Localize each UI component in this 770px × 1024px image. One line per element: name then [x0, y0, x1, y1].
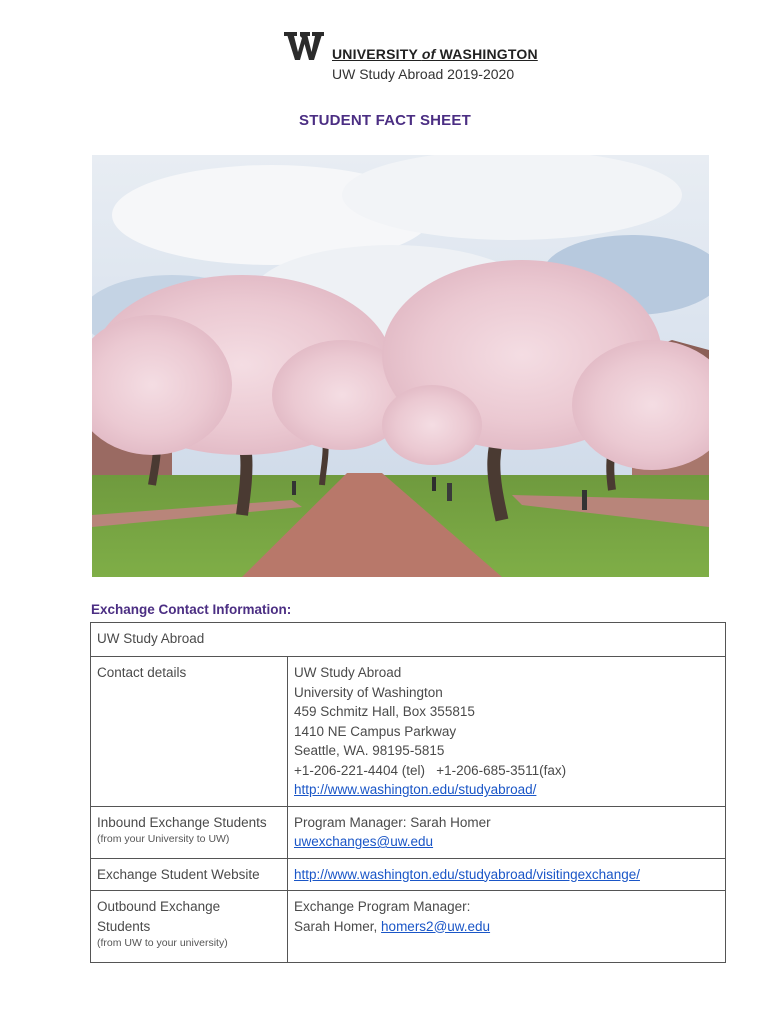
uw-w-logo-icon [284, 30, 324, 62]
outbound-label: Outbound Exchange Students [97, 899, 221, 934]
table-row [91, 858, 726, 891]
outbound-value-cell [288, 891, 726, 963]
inbound-manager: Program Manager: Sarah Homer [294, 814, 491, 830]
address-line: 1410 NE Campus Parkway [294, 723, 457, 739]
website-label: Exchange Student Website [91, 858, 288, 891]
inbound-label: Inbound Exchange Students [97, 814, 267, 830]
contact-details-label: Contact details [91, 657, 288, 807]
table-row [91, 891, 726, 963]
outbound-manager-name: Sarah Homer, [294, 918, 382, 934]
outbound-manager-label: Exchange Program Manager: [294, 899, 471, 914]
table-cell: UW Study Abroad [91, 623, 726, 657]
outbound-note: (from UW to your university) [97, 937, 228, 949]
website-value-cell [288, 858, 726, 891]
header [284, 28, 604, 88]
address-line: 459 Schmitz Hall, Box 355815 [294, 704, 475, 719]
table-row [91, 806, 726, 858]
contact-details-value [288, 657, 726, 807]
university-name: UNIVERSITY of WASHINGTON [332, 46, 538, 62]
outbound-label-cell [91, 891, 288, 963]
section-heading: Exchange Contact Information: [91, 602, 292, 617]
exchange-website-link[interactable]: http://www.washington.edu/studyabroad/visitingexchange/ [294, 866, 640, 882]
outbound-email-link[interactable]: homers2@uw.edu [381, 918, 491, 934]
inbound-note: (from your University to UW) [97, 833, 230, 845]
address-line: UW Study Abroad [294, 665, 402, 680]
campus-cherry-blossom-photo [92, 155, 709, 577]
contact-table [90, 622, 726, 963]
inbound-email-link[interactable]: uwexchanges@uw.edu [294, 834, 434, 849]
inbound-label-cell [91, 806, 288, 858]
program-subtitle: UW Study Abroad 2019-2020 [332, 66, 515, 82]
address-line: University of Washington [294, 684, 443, 700]
inbound-value-cell [288, 806, 726, 858]
page-title: STUDENT FACT SHEET [299, 112, 471, 129]
table-row [91, 657, 726, 807]
table-row [91, 623, 726, 657]
phone-line: +1-206-221-4404 (tel) +1-206-685-3511(fax) [294, 762, 567, 778]
address-line: Seattle, WA. 98195-5815 [294, 743, 445, 758]
study-abroad-link[interactable]: http://www.washington.edu/studyabroad/ [294, 782, 537, 797]
